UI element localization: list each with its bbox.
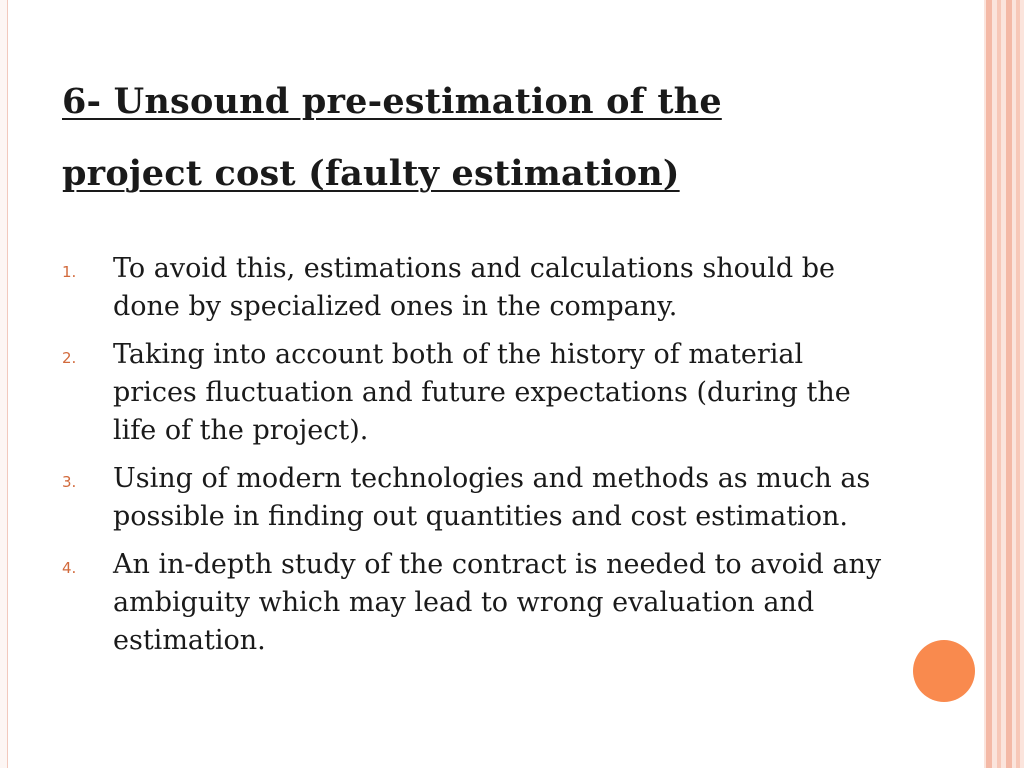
list-item (62, 460, 882, 536)
slide-title (62, 66, 722, 210)
stripe (1006, 0, 1012, 768)
numbered-list (62, 250, 882, 670)
list-item-number: 4. (62, 559, 77, 577)
list-item-text: An in-depth study of the contract is needed to avoid any ambiguity which may lead to wrong evaluation and estimation. (113, 549, 882, 656)
orange-circle-decoration (913, 640, 975, 702)
decorative-stripes (984, 0, 1024, 768)
list-item (62, 546, 882, 660)
list-item-text: Using of modern technologies and methods as much as possible in finding out quantities and cost estimation. (113, 463, 871, 532)
slide-title-line-1: 6- Unsound pre-estimation of the (62, 81, 722, 122)
list-item (62, 250, 882, 326)
list-item-number: 1. (62, 263, 77, 281)
list-item (62, 336, 882, 450)
list-item-number: 3. (62, 473, 77, 491)
stripe (997, 0, 1001, 768)
list-item-text: To avoid this, estimations and calculations should be done by specialized ones in the company. (113, 253, 836, 322)
slide-title-line-2: project cost (faulty estimation) (62, 153, 680, 194)
stripe (986, 0, 992, 768)
list-item-number: 2. (62, 349, 77, 367)
list-item-text: Taking into account both of the history of material prices fluctuation and future expectations (during the life of the project). (113, 339, 851, 446)
stripe (1016, 0, 1020, 768)
